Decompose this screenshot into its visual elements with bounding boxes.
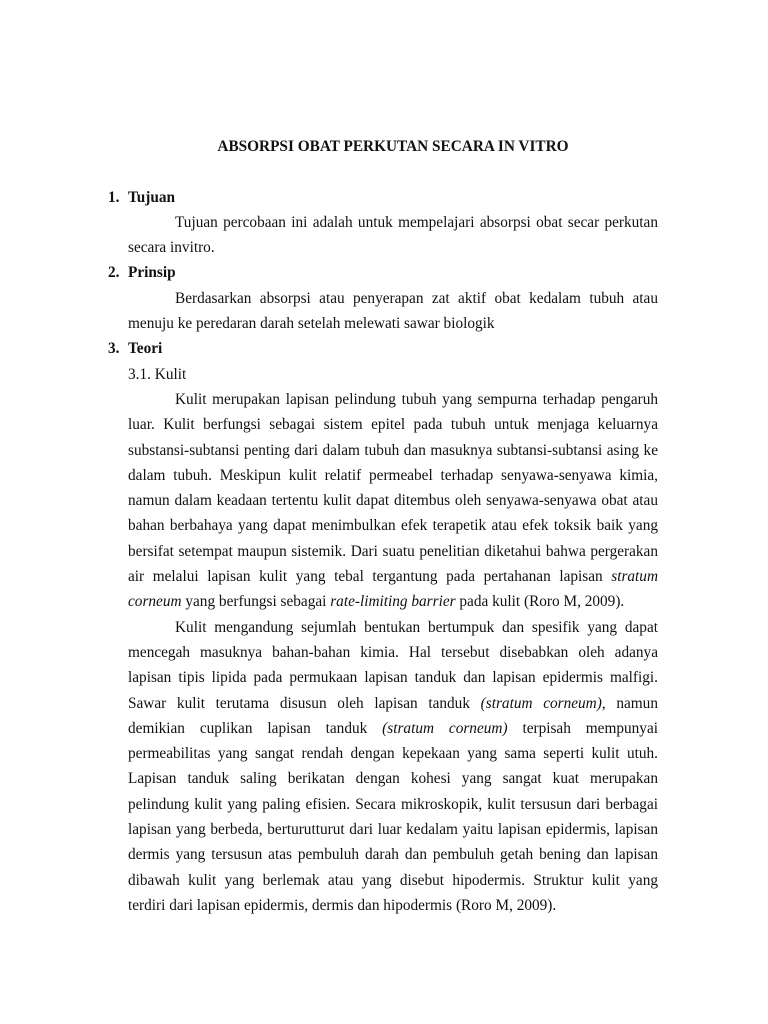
section-number: 3. xyxy=(108,340,120,358)
text-segment: menuju ke peredaran darah setelah melewati sawar biologik xyxy=(128,315,495,333)
text-line xyxy=(128,792,658,817)
text-line xyxy=(128,564,658,589)
italic-term: rate-limiting barrier xyxy=(330,593,456,611)
italic-term: corneum xyxy=(128,593,182,611)
text-segment: pada kulit (Roro M, 2009). xyxy=(455,593,625,611)
text-segment: Sawar kulit terutama disusun oleh lapisan tanduk xyxy=(128,694,481,712)
text-line xyxy=(128,286,658,311)
text-line xyxy=(128,463,658,488)
text-segment: namun dalam keadaan tertentu kulit dapat ditembus oleh senyawa-senyawa obat atau xyxy=(128,492,658,510)
italic-term: (stratum corneum) xyxy=(480,694,602,712)
section-heading xyxy=(108,336,658,361)
text-segment: secara invitro. xyxy=(128,239,215,257)
text-line xyxy=(128,741,658,766)
text-segment: Berdasarkan absorpsi atau penyerapan zat aktif obat kedalam tubuh atau xyxy=(175,289,658,307)
text-segment: lapisan tipis lipida pada permukaan lapisan tanduk dan lapisan epidermis malfigi. xyxy=(128,669,658,687)
text-segment: dibawah kulit yang berlemak atau yang disebut hipodermis. Struktur kulit yang xyxy=(128,871,658,889)
text-segment: Kulit mengandung sejumlah bentukan bertumpuk dan spesifik yang dapat xyxy=(175,618,658,636)
text-segment: pelindung kulit yang paling efisien. Secara mikroskopik, kulit tersusun dari berbagai xyxy=(128,795,658,813)
text-line xyxy=(128,539,658,564)
text-segment: yang berfungsi sebagai xyxy=(181,593,331,611)
text-line xyxy=(128,589,658,614)
text-segment: terpisah mempunyai xyxy=(507,719,658,737)
text-segment: Tujuan percobaan ini adalah untuk mempelajari absorpsi obat secar perkutan xyxy=(175,213,658,231)
text-line xyxy=(128,412,658,437)
text-line xyxy=(128,868,658,893)
section-title: Prinsip xyxy=(128,264,176,282)
text-line xyxy=(128,691,658,716)
text-line xyxy=(128,387,658,412)
text-line xyxy=(128,235,658,260)
text-line xyxy=(128,640,658,665)
text-line xyxy=(128,842,658,867)
text-line xyxy=(128,615,658,640)
text-segment: terdiri dari lapisan epidermis, dermis dan hipodermis (Roro M, 2009). xyxy=(128,896,557,914)
text-line xyxy=(128,438,658,463)
text-line xyxy=(128,665,658,690)
italic-term: stratum xyxy=(611,568,658,586)
text-segment: lapisan yang berbeda, berturutturut dari luar kedalam yaitu lapisan epidermis, lapisan xyxy=(128,821,658,839)
section-number: 1. xyxy=(108,188,120,206)
text-segment: bahan berbahaya yang dapat menimbulkan efek terapetik atau efek toksik baik yang xyxy=(128,517,658,535)
text-segment: dermis yang tersusun atas pembuluh darah dan pembuluh getah bening dan lapisan xyxy=(128,846,658,864)
subsection-heading: 3.1. Kulit xyxy=(128,365,187,383)
text-segment: mencegah masuknya bahan-bahan kimia. Hal tersebut disebabkan oleh adanya xyxy=(128,643,658,661)
text-line xyxy=(128,513,658,538)
section-number: 2. xyxy=(108,264,120,282)
text-segment: Kulit merupakan lapisan pelindung tubuh yang sempurna terhadap pengaruh xyxy=(175,390,658,408)
document-body xyxy=(108,185,658,919)
text-segment: bersifat setempat maupun sistemik. Dari suatu penelitian diketahui bahwa pergerakan xyxy=(128,542,658,560)
text-line xyxy=(128,488,658,513)
section-heading xyxy=(108,185,658,210)
text-line xyxy=(128,210,658,235)
section-title: Tujuan xyxy=(128,188,176,206)
text-segment: demikian cuplikan lapisan tanduk xyxy=(128,719,383,737)
italic-term: (stratum corneum) xyxy=(382,719,508,737)
text-segment: permeabilitas yang sangat rendah dengan kepekaan yang sama seperti kulit utuh. xyxy=(128,745,658,763)
text-segment: dalam tubuh. Meskipun kulit relatif permeabel terhadap senyawa-senyawa kimia, xyxy=(128,466,658,484)
spacer xyxy=(108,159,658,184)
section-heading xyxy=(108,260,658,285)
document-page xyxy=(108,134,658,918)
text-line xyxy=(128,716,658,741)
section-title: Teori xyxy=(128,340,163,358)
text-segment: Lapisan tanduk saling berikatan dengan kohesi yang sangat kuat merupakan xyxy=(128,770,658,788)
text-segment: , namun xyxy=(601,694,658,712)
text-line xyxy=(128,766,658,791)
text-line xyxy=(128,817,658,842)
text-line xyxy=(128,893,658,918)
text-line xyxy=(128,311,658,336)
text-segment: air melalui lapisan kulit yang tebal tergantung pada pertahanan lapisan xyxy=(128,568,612,586)
text-segment: luar. Kulit berfungsi sebagai sistem epitel pada tubuh untuk menjaga keluarnya xyxy=(128,416,658,434)
text-segment: substansi-subtansi penting dari dalam tubuh dan masuknya subtansi-subtansi asing ke xyxy=(128,441,658,459)
document-title: ABSORPSI OBAT PERKUTAN SECARA IN VITRO xyxy=(217,138,569,155)
